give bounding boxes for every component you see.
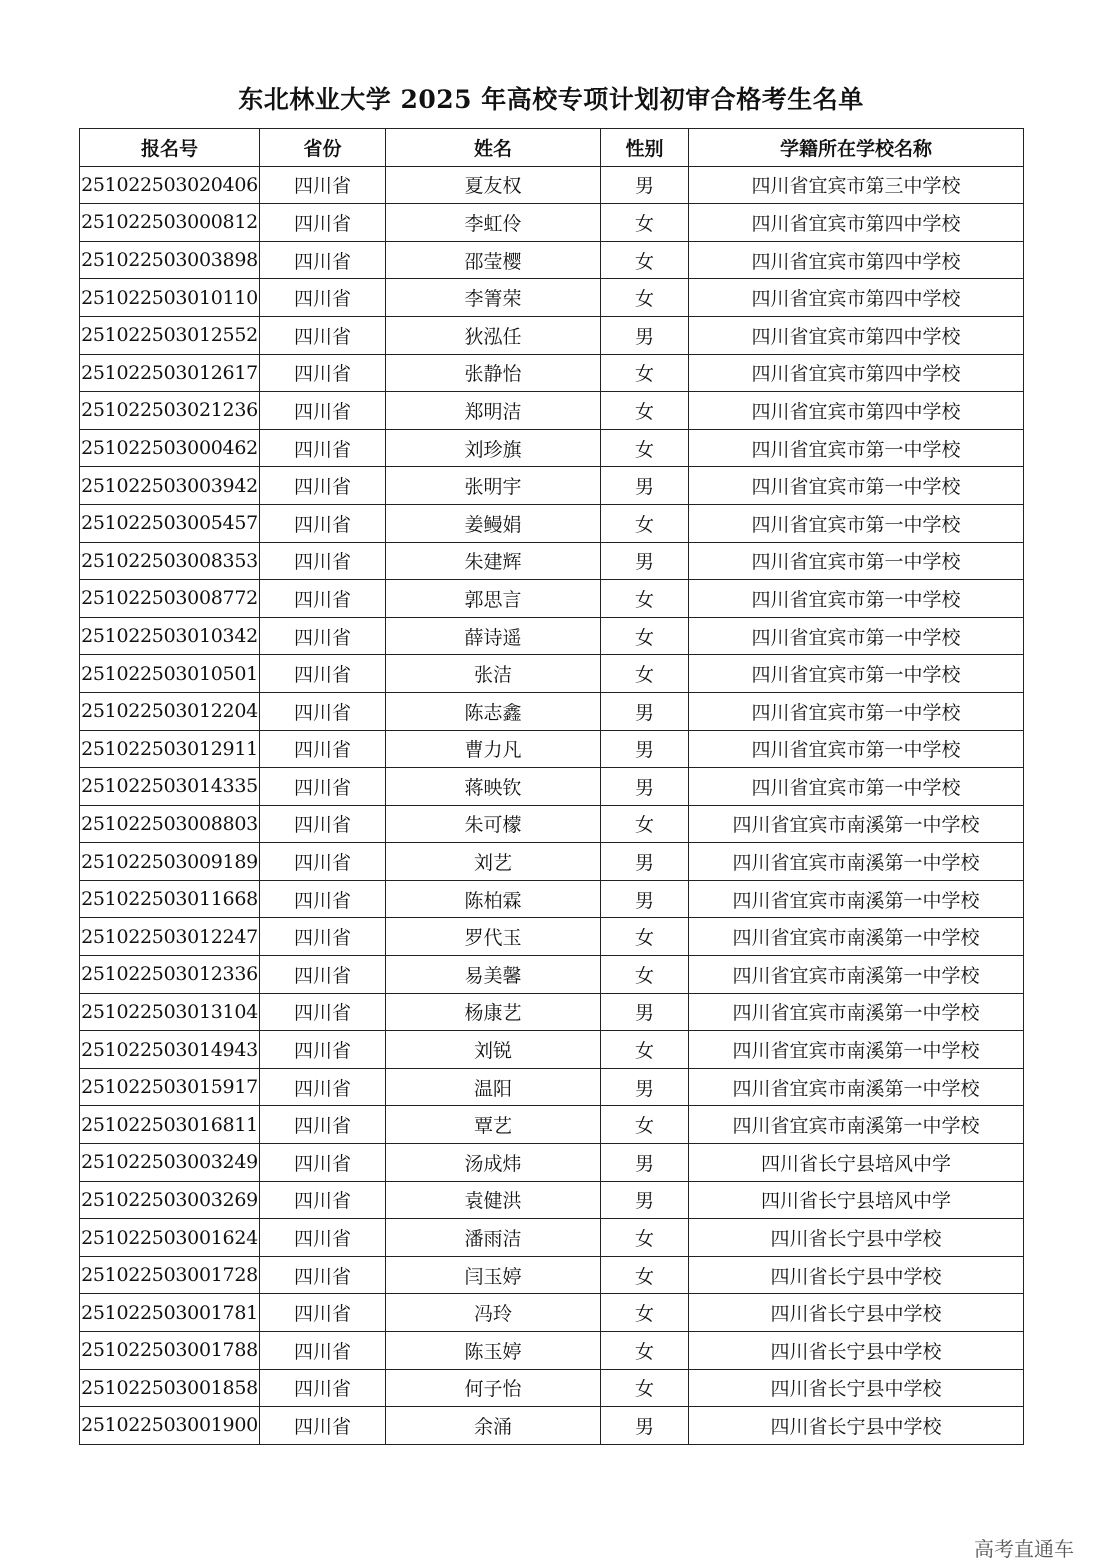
gender-cell: 女 <box>601 354 689 392</box>
province-cell: 四川省 <box>260 993 386 1031</box>
school-cell: 四川省宜宾市南溪第一中学校 <box>689 1106 1024 1144</box>
school-cell: 四川省宜宾市第一中学校 <box>689 580 1024 618</box>
page-title: 东北林业大学 2025 年高校专项计划初审合格考生名单 <box>238 85 864 114</box>
table-row <box>80 1106 1024 1144</box>
school-cell: 四川省长宁县中学校 <box>689 1294 1024 1332</box>
name-cell: 邵莹樱 <box>386 241 601 279</box>
registration-number-cell: 251022503003269 <box>80 1181 260 1219</box>
registration-number-cell: 251022503010110 <box>80 279 260 317</box>
gender-cell: 女 <box>601 241 689 279</box>
gender-cell: 女 <box>601 429 689 467</box>
school-cell: 四川省宜宾市第一中学校 <box>689 542 1024 580</box>
header-gender: 性别 <box>601 129 689 167</box>
province-cell: 四川省 <box>260 542 386 580</box>
registration-number-cell: 251022503001624 <box>80 1219 260 1257</box>
province-cell: 四川省 <box>260 768 386 806</box>
school-cell: 四川省宜宾市南溪第一中学校 <box>689 1068 1024 1106</box>
school-cell: 四川省长宁县培风中学 <box>689 1144 1024 1182</box>
registration-number-cell: 251022503001728 <box>80 1256 260 1294</box>
province-cell: 四川省 <box>260 1256 386 1294</box>
gender-cell: 女 <box>601 1031 689 1069</box>
registration-number-cell: 251022503015917 <box>80 1068 260 1106</box>
name-cell: 姜鳗娟 <box>386 504 601 542</box>
province-cell: 四川省 <box>260 1332 386 1370</box>
name-cell: 朱可檬 <box>386 805 601 843</box>
registration-number-cell: 251022503014335 <box>80 768 260 806</box>
table-row <box>80 692 1024 730</box>
school-cell: 四川省长宁县中学校 <box>689 1219 1024 1257</box>
registration-number-cell: 251022503021236 <box>80 392 260 430</box>
province-cell: 四川省 <box>260 580 386 618</box>
province-cell: 四川省 <box>260 692 386 730</box>
school-cell: 四川省宜宾市南溪第一中学校 <box>689 880 1024 918</box>
name-cell: 汤成炜 <box>386 1144 601 1182</box>
school-cell: 四川省宜宾市第一中学校 <box>689 768 1024 806</box>
table-body <box>80 166 1024 1444</box>
registration-number-cell: 251022503013104 <box>80 993 260 1031</box>
table-row <box>80 617 1024 655</box>
name-cell: 张静怡 <box>386 354 601 392</box>
name-cell: 陈志鑫 <box>386 692 601 730</box>
name-cell: 李虹伶 <box>386 204 601 242</box>
header-name: 姓名 <box>386 129 601 167</box>
school-cell: 四川省长宁县中学校 <box>689 1407 1024 1445</box>
table-row <box>80 542 1024 580</box>
header-registration-number: 报名号 <box>80 129 260 167</box>
table-row <box>80 1031 1024 1069</box>
school-cell: 四川省宜宾市第一中学校 <box>689 730 1024 768</box>
table-row <box>80 843 1024 881</box>
school-cell: 四川省宜宾市第一中学校 <box>689 504 1024 542</box>
table-row <box>80 993 1024 1031</box>
gender-cell: 女 <box>601 1369 689 1407</box>
province-cell: 四川省 <box>260 279 386 317</box>
registration-number-cell: 251022503010342 <box>80 617 260 655</box>
registration-number-cell: 251022503008803 <box>80 805 260 843</box>
province-cell: 四川省 <box>260 316 386 354</box>
registration-number-cell: 251022503001900 <box>80 1407 260 1445</box>
school-cell: 四川省宜宾市第一中学校 <box>689 655 1024 693</box>
registration-number-cell: 251022503012336 <box>80 956 260 994</box>
gender-cell: 男 <box>601 316 689 354</box>
province-cell: 四川省 <box>260 1369 386 1407</box>
school-cell: 四川省宜宾市南溪第一中学校 <box>689 843 1024 881</box>
table-row <box>80 1068 1024 1106</box>
province-cell: 四川省 <box>260 1106 386 1144</box>
table-row <box>80 1369 1024 1407</box>
table-row <box>80 1181 1024 1219</box>
registration-number-cell: 251022503008353 <box>80 542 260 580</box>
school-cell: 四川省宜宾市第三中学校 <box>689 166 1024 204</box>
province-cell: 四川省 <box>260 429 386 467</box>
province-cell: 四川省 <box>260 166 386 204</box>
gender-cell: 男 <box>601 1068 689 1106</box>
name-cell: 夏友权 <box>386 166 601 204</box>
name-cell: 刘锐 <box>386 1031 601 1069</box>
school-cell: 四川省长宁县中学校 <box>689 1369 1024 1407</box>
name-cell: 曹力凡 <box>386 730 601 768</box>
registration-number-cell: 251022503010501 <box>80 655 260 693</box>
gender-cell: 女 <box>601 805 689 843</box>
gender-cell: 男 <box>601 768 689 806</box>
registration-number-cell: 251022503000462 <box>80 429 260 467</box>
name-cell: 狄泓任 <box>386 316 601 354</box>
gender-cell: 男 <box>601 1407 689 1445</box>
name-cell: 薛诗遥 <box>386 617 601 655</box>
gender-cell: 男 <box>601 730 689 768</box>
gender-cell: 男 <box>601 166 689 204</box>
province-cell: 四川省 <box>260 1068 386 1106</box>
gender-cell: 女 <box>601 655 689 693</box>
registration-number-cell: 251022503012617 <box>80 354 260 392</box>
province-cell: 四川省 <box>260 204 386 242</box>
name-cell: 余涌 <box>386 1407 601 1445</box>
province-cell: 四川省 <box>260 843 386 881</box>
name-cell: 覃艺 <box>386 1106 601 1144</box>
watermark: 高考直通车 <box>974 1537 1074 1561</box>
name-cell: 温阳 <box>386 1068 601 1106</box>
gender-cell: 女 <box>601 279 689 317</box>
name-cell: 郑明洁 <box>386 392 601 430</box>
province-cell: 四川省 <box>260 918 386 956</box>
gender-cell: 女 <box>601 1219 689 1257</box>
name-cell: 易美馨 <box>386 956 601 994</box>
table-row <box>80 204 1024 242</box>
gender-cell: 男 <box>601 993 689 1031</box>
gender-cell: 男 <box>601 1144 689 1182</box>
province-cell: 四川省 <box>260 730 386 768</box>
table-row <box>80 918 1024 956</box>
table-row <box>80 504 1024 542</box>
gender-cell: 女 <box>601 956 689 994</box>
name-cell: 罗代玉 <box>386 918 601 956</box>
gender-cell: 男 <box>601 467 689 505</box>
province-cell: 四川省 <box>260 617 386 655</box>
registration-number-cell: 251022503012204 <box>80 692 260 730</box>
table-header-row <box>80 129 1024 167</box>
province-cell: 四川省 <box>260 880 386 918</box>
table-row <box>80 1294 1024 1332</box>
province-cell: 四川省 <box>260 354 386 392</box>
table-row <box>80 730 1024 768</box>
table-row <box>80 1144 1024 1182</box>
school-cell: 四川省宜宾市第一中学校 <box>689 467 1024 505</box>
province-cell: 四川省 <box>260 805 386 843</box>
table-row <box>80 429 1024 467</box>
table-row <box>80 1256 1024 1294</box>
province-cell: 四川省 <box>260 1219 386 1257</box>
name-cell: 冯玲 <box>386 1294 601 1332</box>
name-cell: 张洁 <box>386 655 601 693</box>
province-cell: 四川省 <box>260 392 386 430</box>
school-cell: 四川省宜宾市南溪第一中学校 <box>689 993 1024 1031</box>
registration-number-cell: 251022503014943 <box>80 1031 260 1069</box>
province-cell: 四川省 <box>260 1407 386 1445</box>
school-cell: 四川省宜宾市第一中学校 <box>689 692 1024 730</box>
school-cell: 四川省宜宾市南溪第一中学校 <box>689 918 1024 956</box>
province-cell: 四川省 <box>260 1144 386 1182</box>
school-cell: 四川省宜宾市南溪第一中学校 <box>689 956 1024 994</box>
school-cell: 四川省宜宾市第四中学校 <box>689 316 1024 354</box>
table-row <box>80 279 1024 317</box>
name-cell: 李箐荣 <box>386 279 601 317</box>
school-cell: 四川省长宁县中学校 <box>689 1256 1024 1294</box>
school-cell: 四川省宜宾市第四中学校 <box>689 204 1024 242</box>
province-cell: 四川省 <box>260 241 386 279</box>
name-cell: 杨康艺 <box>386 993 601 1031</box>
name-cell: 何子怡 <box>386 1369 601 1407</box>
registration-number-cell: 251022503003942 <box>80 467 260 505</box>
table-row <box>80 1332 1024 1370</box>
name-cell: 张明宇 <box>386 467 601 505</box>
registration-number-cell: 251022503003249 <box>80 1144 260 1182</box>
registration-number-cell: 251022503009189 <box>80 843 260 881</box>
gender-cell: 女 <box>601 918 689 956</box>
table-row <box>80 805 1024 843</box>
gender-cell: 男 <box>601 1181 689 1219</box>
gender-cell: 女 <box>601 1294 689 1332</box>
province-cell: 四川省 <box>260 504 386 542</box>
name-cell: 刘艺 <box>386 843 601 881</box>
school-cell: 四川省宜宾市第四中学校 <box>689 279 1024 317</box>
gender-cell: 女 <box>601 504 689 542</box>
gender-cell: 女 <box>601 1332 689 1370</box>
header-province: 省份 <box>260 129 386 167</box>
registration-number-cell: 251022503001781 <box>80 1294 260 1332</box>
school-cell: 四川省宜宾市南溪第一中学校 <box>689 1031 1024 1069</box>
table-row <box>80 241 1024 279</box>
registration-number-cell: 251022503020406 <box>80 166 260 204</box>
registration-number-cell: 251022503001858 <box>80 1369 260 1407</box>
registration-number-cell: 251022503005457 <box>80 504 260 542</box>
school-cell: 四川省宜宾市第一中学校 <box>689 429 1024 467</box>
gender-cell: 女 <box>601 1256 689 1294</box>
gender-cell: 女 <box>601 204 689 242</box>
name-cell: 郭思言 <box>386 580 601 618</box>
name-cell: 蒋映钦 <box>386 768 601 806</box>
name-cell: 闫玉婷 <box>386 1256 601 1294</box>
school-cell: 四川省宜宾市第四中学校 <box>689 241 1024 279</box>
school-cell: 四川省宜宾市南溪第一中学校 <box>689 805 1024 843</box>
registration-number-cell: 251022503012552 <box>80 316 260 354</box>
province-cell: 四川省 <box>260 1031 386 1069</box>
table-row <box>80 392 1024 430</box>
registration-number-cell: 251022503000812 <box>80 204 260 242</box>
table-row <box>80 655 1024 693</box>
table-row <box>80 354 1024 392</box>
gender-cell: 男 <box>601 880 689 918</box>
name-cell: 陈玉婷 <box>386 1332 601 1370</box>
table-row <box>80 1407 1024 1445</box>
header-school: 学籍所在学校名称 <box>689 129 1024 167</box>
gender-cell: 男 <box>601 843 689 881</box>
registration-number-cell: 251022503001788 <box>80 1332 260 1370</box>
province-cell: 四川省 <box>260 1294 386 1332</box>
registration-number-cell: 251022503003898 <box>80 241 260 279</box>
school-cell: 四川省长宁县培风中学 <box>689 1181 1024 1219</box>
gender-cell: 女 <box>601 1106 689 1144</box>
school-cell: 四川省宜宾市第四中学校 <box>689 392 1024 430</box>
school-cell: 四川省宜宾市第一中学校 <box>689 617 1024 655</box>
gender-cell: 男 <box>601 692 689 730</box>
registration-number-cell: 251022503008772 <box>80 580 260 618</box>
name-cell: 袁健洪 <box>386 1181 601 1219</box>
province-cell: 四川省 <box>260 1181 386 1219</box>
name-cell: 朱建辉 <box>386 542 601 580</box>
name-cell: 陈柏霖 <box>386 880 601 918</box>
gender-cell: 男 <box>601 542 689 580</box>
province-cell: 四川省 <box>260 655 386 693</box>
province-cell: 四川省 <box>260 956 386 994</box>
school-cell: 四川省宜宾市第四中学校 <box>689 354 1024 392</box>
table-row <box>80 467 1024 505</box>
school-cell: 四川省长宁县中学校 <box>689 1332 1024 1370</box>
table-row <box>80 768 1024 806</box>
name-cell: 潘雨洁 <box>386 1219 601 1257</box>
registration-number-cell: 251022503016811 <box>80 1106 260 1144</box>
table-row <box>80 1219 1024 1257</box>
table-row <box>80 166 1024 204</box>
registration-number-cell: 251022503011668 <box>80 880 260 918</box>
gender-cell: 女 <box>601 580 689 618</box>
name-cell: 刘珍旗 <box>386 429 601 467</box>
table-row <box>80 580 1024 618</box>
table-row <box>80 880 1024 918</box>
registration-number-cell: 251022503012911 <box>80 730 260 768</box>
table-row <box>80 956 1024 994</box>
registration-number-cell: 251022503012247 <box>80 918 260 956</box>
province-cell: 四川省 <box>260 467 386 505</box>
gender-cell: 女 <box>601 392 689 430</box>
gender-cell: 女 <box>601 617 689 655</box>
table-row <box>80 316 1024 354</box>
candidate-table <box>79 128 1024 1445</box>
